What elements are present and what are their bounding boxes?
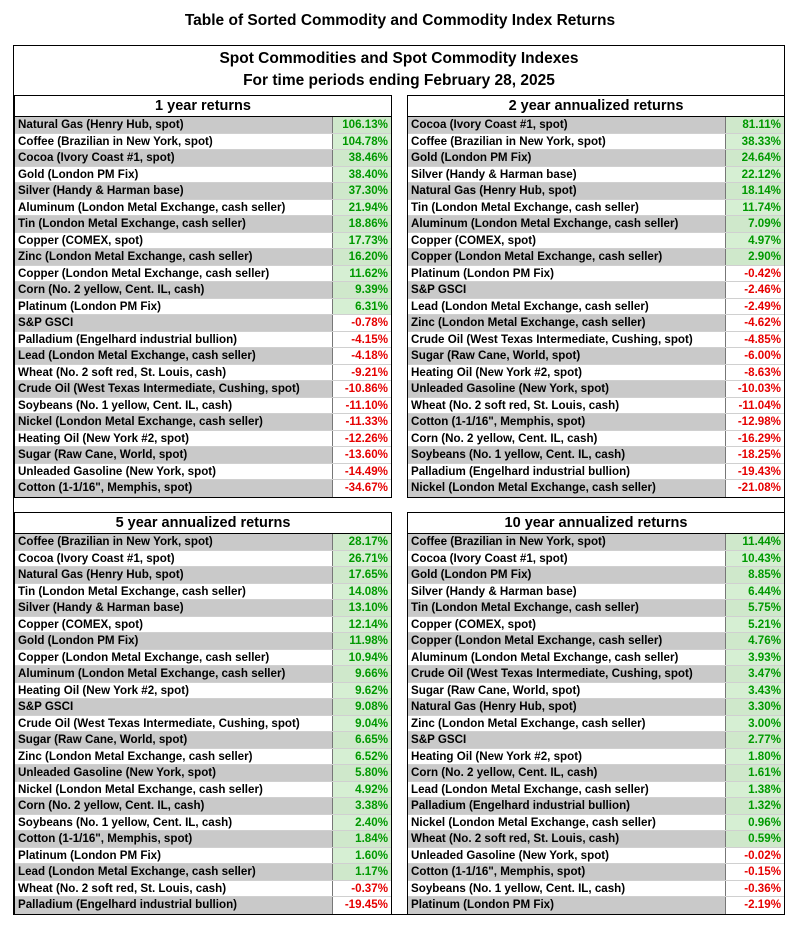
commodity-name: Gold (London PM Fix) xyxy=(15,167,333,183)
commodity-name: Unleaded Gasoline (New York, spot) xyxy=(408,381,726,397)
return-value: -0.02% xyxy=(726,848,784,864)
table-row xyxy=(408,266,784,283)
page-title: Table of Sorted Commodity and Commodity Index Returns xyxy=(184,12,616,29)
table-row xyxy=(408,732,784,749)
table-row xyxy=(408,282,784,299)
return-value: 6.65% xyxy=(333,732,391,748)
return-value: 21.94% xyxy=(333,200,391,216)
table-row xyxy=(15,600,391,617)
return-value: 104.78% xyxy=(333,134,391,150)
return-value: 11.44% xyxy=(726,534,784,550)
return-value: -12.98% xyxy=(726,414,784,430)
return-value: -2.19% xyxy=(726,897,784,914)
commodity-name: Silver (Handy & Harman base) xyxy=(15,600,333,616)
commodity-name: Palladium (Engelhard industrial bullion) xyxy=(408,798,726,814)
commodity-name: Unleaded Gasoline (New York, spot) xyxy=(408,848,726,864)
commodity-name: Crude Oil (West Texas Intermediate, Cushing, spot) xyxy=(408,666,726,682)
commodity-name: Platinum (London PM Fix) xyxy=(15,848,333,864)
commodity-name: Sugar (Raw Cane, World, spot) xyxy=(408,683,726,699)
return-value: -0.78% xyxy=(333,315,391,331)
return-value: -34.67% xyxy=(333,480,391,497)
table-row xyxy=(408,782,784,799)
table-row xyxy=(15,299,391,316)
return-value: -9.21% xyxy=(333,365,391,381)
panel-title: 2 year annualized returns xyxy=(408,96,784,117)
return-value: 22.12% xyxy=(726,167,784,183)
commodity-name: Heating Oil (New York #2, spot) xyxy=(408,365,726,381)
return-value: 0.59% xyxy=(726,831,784,847)
commodity-name: Corn (No. 2 yellow, Cent. IL, cash) xyxy=(15,282,333,298)
table-row xyxy=(408,216,784,233)
return-value: -4.85% xyxy=(726,332,784,348)
commodity-name: Sugar (Raw Cane, World, spot) xyxy=(408,348,726,364)
commodity-name: Crude Oil (West Texas Intermediate, Cushing, spot) xyxy=(15,716,333,732)
return-value: 1.38% xyxy=(726,782,784,798)
table-row xyxy=(15,249,391,266)
commodity-name: Coffee (Brazilian in New York, spot) xyxy=(15,534,333,550)
return-value: 12.14% xyxy=(333,617,391,633)
table-row xyxy=(408,183,784,200)
table-row xyxy=(408,617,784,634)
table-row xyxy=(408,414,784,431)
commodity-name: Cotton (1-1/16", Memphis, spot) xyxy=(15,831,333,847)
return-value: -13.60% xyxy=(333,447,391,463)
return-value: 1.80% xyxy=(726,749,784,765)
table-row xyxy=(15,831,391,848)
table-row xyxy=(408,749,784,766)
commodity-name: Aluminum (London Metal Exchange, cash seller) xyxy=(15,200,333,216)
table-row xyxy=(408,650,784,667)
table-row xyxy=(408,897,784,914)
table-row xyxy=(408,534,784,551)
commodity-name: Copper (COMEX, spot) xyxy=(15,233,333,249)
return-value: -0.37% xyxy=(333,881,391,897)
table-row xyxy=(408,365,784,382)
return-value: -6.00% xyxy=(726,348,784,364)
commodity-name: Zinc (London Metal Exchange, cash seller) xyxy=(15,249,333,265)
return-value: 2.77% xyxy=(726,732,784,748)
table-row xyxy=(15,864,391,881)
commodity-name: Natural Gas (Henry Hub, spot) xyxy=(15,567,333,583)
return-value: -4.62% xyxy=(726,315,784,331)
commodity-name: Wheat (No. 2 soft red, St. Louis, cash) xyxy=(15,365,333,381)
panel-title: 1 year returns xyxy=(15,96,391,117)
return-value: 16.20% xyxy=(333,249,391,265)
table-row xyxy=(15,534,391,551)
table-row xyxy=(408,480,784,497)
table-row xyxy=(408,831,784,848)
commodity-name: Heating Oil (New York #2, spot) xyxy=(408,749,726,765)
commodity-name: Palladium (Engelhard industrial bullion) xyxy=(408,464,726,480)
table-row xyxy=(15,134,391,151)
commodity-name: Nickel (London Metal Exchange, cash seller) xyxy=(408,480,726,497)
return-value: 6.31% xyxy=(333,299,391,315)
return-value: 6.52% xyxy=(333,749,391,765)
return-value: -2.46% xyxy=(726,282,784,298)
commodity-name: Sugar (Raw Cane, World, spot) xyxy=(15,732,333,748)
commodity-name: Copper (COMEX, spot) xyxy=(408,233,726,249)
table-row xyxy=(408,584,784,601)
commodity-name: Corn (No. 2 yellow, Cent. IL, cash) xyxy=(15,798,333,814)
return-value: -10.86% xyxy=(333,381,391,397)
table-row xyxy=(408,299,784,316)
commodity-name: Gold (London PM Fix) xyxy=(15,633,333,649)
return-value: -16.29% xyxy=(726,431,784,447)
commodity-name: Soybeans (No. 1 yellow, Cent. IL, cash) xyxy=(15,815,333,831)
table-row xyxy=(15,365,391,382)
commodity-name: Gold (London PM Fix) xyxy=(408,150,726,166)
return-value: -11.10% xyxy=(333,398,391,414)
panel-2-year-returns xyxy=(407,95,785,498)
return-value: 38.33% xyxy=(726,134,784,150)
return-value: 37.30% xyxy=(333,183,391,199)
return-value: -11.04% xyxy=(726,398,784,414)
table-row xyxy=(15,183,391,200)
commodity-name: Wheat (No. 2 soft red, St. Louis, cash) xyxy=(408,831,726,847)
return-value: 18.14% xyxy=(726,183,784,199)
commodity-name: Coffee (Brazilian in New York, spot) xyxy=(408,134,726,150)
table-row xyxy=(408,381,784,398)
table-row xyxy=(408,633,784,650)
table-row xyxy=(408,332,784,349)
table-row xyxy=(15,266,391,283)
return-value: -8.63% xyxy=(726,365,784,381)
return-value: 1.17% xyxy=(333,864,391,880)
return-value: -18.25% xyxy=(726,447,784,463)
commodity-name: Lead (London Metal Exchange, cash seller) xyxy=(408,299,726,315)
commodity-name: Soybeans (No. 1 yellow, Cent. IL, cash) xyxy=(15,398,333,414)
table-row xyxy=(15,666,391,683)
panel-rows xyxy=(15,117,391,497)
table-subtitle-line2: For time periods ending February 28, 2025 xyxy=(243,72,555,89)
table-row xyxy=(15,216,391,233)
return-value: 1.61% xyxy=(726,765,784,781)
table-row xyxy=(408,117,784,134)
table-row xyxy=(15,683,391,700)
table-row xyxy=(408,848,784,865)
table-row xyxy=(408,249,784,266)
commodity-name: Cocoa (Ivory Coast #1, spot) xyxy=(408,117,726,133)
return-value: 9.62% xyxy=(333,683,391,699)
return-value: -10.03% xyxy=(726,381,784,397)
return-value: 1.32% xyxy=(726,798,784,814)
commodity-name: Cotton (1-1/16", Memphis, spot) xyxy=(408,414,726,430)
return-value: 38.40% xyxy=(333,167,391,183)
table-row xyxy=(408,398,784,415)
return-value: 9.66% xyxy=(333,666,391,682)
table-row xyxy=(15,447,391,464)
commodity-name: Platinum (London PM Fix) xyxy=(15,299,333,315)
return-value: -0.36% xyxy=(726,881,784,897)
commodity-name: Lead (London Metal Exchange, cash seller) xyxy=(15,864,333,880)
table-row xyxy=(15,398,391,415)
commodity-name: Aluminum (London Metal Exchange, cash seller) xyxy=(15,666,333,682)
table-row xyxy=(15,782,391,799)
table-row xyxy=(408,167,784,184)
panel-rows xyxy=(408,117,784,497)
return-value: -14.49% xyxy=(333,464,391,480)
return-value: -21.08% xyxy=(726,480,784,497)
commodity-name: Lead (London Metal Exchange, cash seller) xyxy=(15,348,333,364)
return-value: 17.65% xyxy=(333,567,391,583)
return-value: 9.39% xyxy=(333,282,391,298)
return-value: 3.93% xyxy=(726,650,784,666)
commodity-name: Wheat (No. 2 soft red, St. Louis, cash) xyxy=(15,881,333,897)
table-row xyxy=(408,134,784,151)
commodity-name: Nickel (London Metal Exchange, cash seller) xyxy=(408,815,726,831)
commodity-name: Heating Oil (New York #2, spot) xyxy=(15,431,333,447)
commodity-name: S&P GSCI xyxy=(408,732,726,748)
table-row xyxy=(15,765,391,782)
commodity-name: S&P GSCI xyxy=(15,699,333,715)
return-value: 9.04% xyxy=(333,716,391,732)
commodity-name: Aluminum (London Metal Exchange, cash seller) xyxy=(408,650,726,666)
table-row xyxy=(408,815,784,832)
commodity-name: Natural Gas (Henry Hub, spot) xyxy=(15,117,333,133)
panel-title: 10 year annualized returns xyxy=(408,513,784,534)
return-value: 13.10% xyxy=(333,600,391,616)
table-row xyxy=(408,200,784,217)
commodity-name: Copper (COMEX, spot) xyxy=(408,617,726,633)
commodity-name: Gold (London PM Fix) xyxy=(408,567,726,583)
table-row xyxy=(408,464,784,481)
table-row xyxy=(15,716,391,733)
table-row xyxy=(15,150,391,167)
commodity-name: Zinc (London Metal Exchange, cash seller) xyxy=(408,716,726,732)
panel-5-year-returns xyxy=(14,512,392,915)
commodity-name: S&P GSCI xyxy=(15,315,333,331)
table-row xyxy=(15,897,391,914)
panel-1-year-returns xyxy=(14,95,392,498)
return-value: -4.15% xyxy=(333,332,391,348)
commodity-name: Silver (Handy & Harman base) xyxy=(408,584,726,600)
commodity-name: Silver (Handy & Harman base) xyxy=(408,167,726,183)
commodity-name: Crude Oil (West Texas Intermediate, Cushing, spot) xyxy=(15,381,333,397)
commodity-name: Sugar (Raw Cane, World, spot) xyxy=(15,447,333,463)
commodity-name: Soybeans (No. 1 yellow, Cent. IL, cash) xyxy=(408,447,726,463)
commodity-name: Tin (London Metal Exchange, cash seller) xyxy=(408,200,726,216)
return-value: 3.00% xyxy=(726,716,784,732)
table-row xyxy=(408,447,784,464)
return-value: -2.49% xyxy=(726,299,784,315)
table-row xyxy=(408,315,784,332)
table-row xyxy=(408,881,784,898)
return-value: 5.80% xyxy=(333,765,391,781)
table-row xyxy=(408,233,784,250)
table-row xyxy=(15,348,391,365)
table-row xyxy=(408,551,784,568)
commodity-name: Cocoa (Ivory Coast #1, spot) xyxy=(15,551,333,567)
commodity-name: Tin (London Metal Exchange, cash seller) xyxy=(15,216,333,232)
commodity-name: Cocoa (Ivory Coast #1, spot) xyxy=(408,551,726,567)
return-value: 10.43% xyxy=(726,551,784,567)
table-row xyxy=(408,864,784,881)
return-value: 11.98% xyxy=(333,633,391,649)
table-row xyxy=(15,633,391,650)
return-value: 9.08% xyxy=(333,699,391,715)
commodity-name: Natural Gas (Henry Hub, spot) xyxy=(408,183,726,199)
table-row xyxy=(15,431,391,448)
return-value: 81.11% xyxy=(726,117,784,133)
return-value: 4.92% xyxy=(333,782,391,798)
return-value: 4.76% xyxy=(726,633,784,649)
return-value: 7.09% xyxy=(726,216,784,232)
return-value: 28.17% xyxy=(333,534,391,550)
commodity-name: Palladium (Engelhard industrial bullion) xyxy=(15,332,333,348)
table-row xyxy=(408,765,784,782)
commodity-name: Nickel (London Metal Exchange, cash seller) xyxy=(15,782,333,798)
commodity-name: Zinc (London Metal Exchange, cash seller) xyxy=(408,315,726,331)
commodity-name: Wheat (No. 2 soft red, St. Louis, cash) xyxy=(408,398,726,414)
table-row xyxy=(15,480,391,497)
table-row xyxy=(408,150,784,167)
return-value: -4.18% xyxy=(333,348,391,364)
table-row xyxy=(15,749,391,766)
commodity-name: Heating Oil (New York #2, spot) xyxy=(15,683,333,699)
table-row xyxy=(408,699,784,716)
commodity-name: Silver (Handy & Harman base) xyxy=(15,183,333,199)
table-row xyxy=(15,282,391,299)
commodity-name: Unleaded Gasoline (New York, spot) xyxy=(15,464,333,480)
commodity-name: Natural Gas (Henry Hub, spot) xyxy=(408,699,726,715)
return-value: 2.40% xyxy=(333,815,391,831)
table-row xyxy=(15,315,391,332)
return-value: -0.15% xyxy=(726,864,784,880)
table-row xyxy=(15,551,391,568)
commodity-name: S&P GSCI xyxy=(408,282,726,298)
return-value: 3.38% xyxy=(333,798,391,814)
table-row xyxy=(15,699,391,716)
commodity-name: Nickel (London Metal Exchange, cash seller) xyxy=(15,414,333,430)
table-row xyxy=(15,617,391,634)
table-row xyxy=(15,881,391,898)
return-value: 0.96% xyxy=(726,815,784,831)
return-value: 5.21% xyxy=(726,617,784,633)
commodity-name: Lead (London Metal Exchange, cash seller) xyxy=(408,782,726,798)
commodity-name: Copper (London Metal Exchange, cash seller) xyxy=(408,249,726,265)
table-row xyxy=(408,348,784,365)
commodity-name: Coffee (Brazilian in New York, spot) xyxy=(408,534,726,550)
return-value: 2.90% xyxy=(726,249,784,265)
panel-rows xyxy=(15,534,391,914)
table-row xyxy=(408,666,784,683)
table-row xyxy=(15,798,391,815)
commodity-name: Copper (COMEX, spot) xyxy=(15,617,333,633)
table-row xyxy=(15,567,391,584)
return-value: -19.43% xyxy=(726,464,784,480)
commodity-name: Platinum (London PM Fix) xyxy=(408,897,726,914)
table-row xyxy=(15,650,391,667)
return-value: 10.94% xyxy=(333,650,391,666)
commodity-name: Copper (London Metal Exchange, cash seller) xyxy=(15,266,333,282)
return-value: 1.84% xyxy=(333,831,391,847)
table-row xyxy=(408,431,784,448)
commodity-name: Copper (London Metal Exchange, cash seller) xyxy=(408,633,726,649)
commodity-name: Palladium (Engelhard industrial bullion) xyxy=(15,897,333,914)
commodity-name: Tin (London Metal Exchange, cash seller) xyxy=(408,600,726,616)
return-value: 3.43% xyxy=(726,683,784,699)
table-row xyxy=(408,798,784,815)
return-value: 4.97% xyxy=(726,233,784,249)
commodity-name: Copper (London Metal Exchange, cash seller) xyxy=(15,650,333,666)
commodity-name: Unleaded Gasoline (New York, spot) xyxy=(15,765,333,781)
commodity-name: Zinc (London Metal Exchange, cash seller) xyxy=(15,749,333,765)
return-value: 14.08% xyxy=(333,584,391,600)
commodity-name: Cotton (1-1/16", Memphis, spot) xyxy=(408,864,726,880)
commodity-name: Cocoa (Ivory Coast #1, spot) xyxy=(15,150,333,166)
commodity-name: Corn (No. 2 yellow, Cent. IL, cash) xyxy=(408,765,726,781)
return-value: -0.42% xyxy=(726,266,784,282)
table-row xyxy=(15,332,391,349)
commodity-name: Crude Oil (West Texas Intermediate, Cushing, spot) xyxy=(408,332,726,348)
table-row xyxy=(15,584,391,601)
return-value: 18.86% xyxy=(333,216,391,232)
return-value: 11.62% xyxy=(333,266,391,282)
table-row xyxy=(15,815,391,832)
return-value: 11.74% xyxy=(726,200,784,216)
return-value: 26.71% xyxy=(333,551,391,567)
commodity-name: Soybeans (No. 1 yellow, Cent. IL, cash) xyxy=(408,881,726,897)
commodity-name: Aluminum (London Metal Exchange, cash seller) xyxy=(408,216,726,232)
return-value: 5.75% xyxy=(726,600,784,616)
table-row xyxy=(408,600,784,617)
return-value: 106.13% xyxy=(333,117,391,133)
panel-title: 5 year annualized returns xyxy=(15,513,391,534)
commodity-name: Tin (London Metal Exchange, cash seller) xyxy=(15,584,333,600)
return-value: -11.33% xyxy=(333,414,391,430)
return-value: 17.73% xyxy=(333,233,391,249)
commodity-name: Corn (No. 2 yellow, Cent. IL, cash) xyxy=(408,431,726,447)
return-value: 38.46% xyxy=(333,150,391,166)
commodity-name: Coffee (Brazilian in New York, spot) xyxy=(15,134,333,150)
return-value: 24.64% xyxy=(726,150,784,166)
table-row xyxy=(408,716,784,733)
table-row xyxy=(408,683,784,700)
table-row xyxy=(15,414,391,431)
panel-rows xyxy=(408,534,784,914)
return-value: 8.85% xyxy=(726,567,784,583)
return-value: 6.44% xyxy=(726,584,784,600)
table-row xyxy=(15,464,391,481)
table-row xyxy=(408,567,784,584)
commodity-name: Cotton (1-1/16", Memphis, spot) xyxy=(15,480,333,497)
table-row xyxy=(15,233,391,250)
table-row xyxy=(15,200,391,217)
return-value: -19.45% xyxy=(333,897,391,914)
table-row xyxy=(15,117,391,134)
commodity-name: Platinum (London PM Fix) xyxy=(408,266,726,282)
panel-10-year-returns xyxy=(407,512,785,915)
table-row xyxy=(15,848,391,865)
table-row xyxy=(15,167,391,184)
table-row xyxy=(15,732,391,749)
return-value: 3.30% xyxy=(726,699,784,715)
table-subtitle-line1: Spot Commodities and Spot Commodity Indexes xyxy=(219,50,579,67)
table-row xyxy=(15,381,391,398)
return-value: -12.26% xyxy=(333,431,391,447)
return-value: 1.60% xyxy=(333,848,391,864)
return-value: 3.47% xyxy=(726,666,784,682)
